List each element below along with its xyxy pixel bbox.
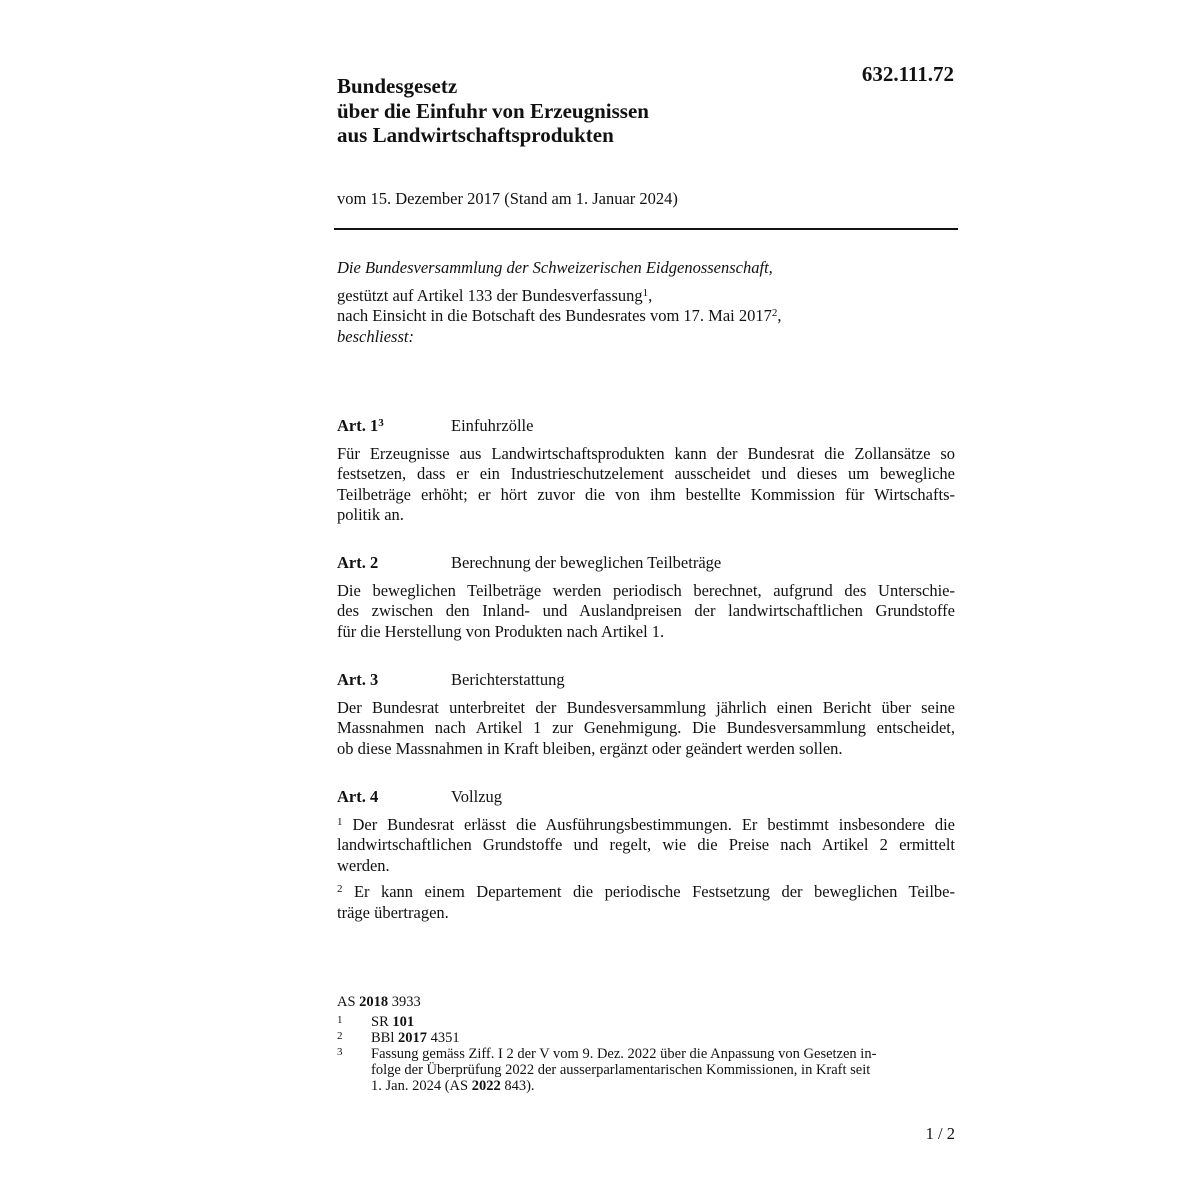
- text-line: festsetzen, dass er ein Industrieschutzelement ausscheidet und dieses um bewegliche: [337, 464, 955, 484]
- article-number-text: Art. 1: [337, 416, 379, 435]
- paragraph-number: 1: [337, 815, 343, 828]
- article-paragraph: [337, 698, 955, 760]
- article-3: [337, 670, 955, 765]
- footnote-ref[interactable]: 1: [642, 286, 649, 299]
- footnote-text: [371, 1014, 957, 1030]
- footnote-prefix: BBl: [371, 1030, 398, 1046]
- article-title: Einfuhrzölle: [451, 416, 534, 435]
- text-line: Massnahmen nach Artikel 1 zur Genehmigung. Die Bundesversammlung entscheidet,: [337, 718, 955, 738]
- footnote-mark: 1: [337, 1014, 343, 1026]
- article-paragraph: [337, 882, 955, 923]
- article-title: Berechnung der beweglichen Teilbeträge: [451, 553, 722, 572]
- footnote-prefix: 1. Jan. 2024 (AS: [371, 1078, 472, 1094]
- article-4: [337, 787, 955, 930]
- page-number: 1 / 2: [925, 1124, 955, 1143]
- footnote-source: [337, 994, 957, 1010]
- footnote-suffix: 843).: [500, 1078, 535, 1094]
- footnote-text: [371, 1046, 957, 1094]
- preamble-basis: [337, 286, 957, 307]
- article-number: Art. 2: [337, 553, 379, 572]
- title-line: über die Einfuhr von Erzeugnissen: [337, 98, 649, 123]
- article-paragraph: [337, 444, 955, 526]
- title-line: Bundesgesetz: [337, 74, 458, 98]
- article-number: Art. 3: [337, 670, 379, 689]
- footnote-ref[interactable]: 3: [378, 417, 384, 429]
- text-line-content: Der Bundesrat erlässt die Ausführungsbestimmungen. Er bestimmt insbesondere die: [342, 814, 955, 834]
- footnote-prefix: SR: [371, 1014, 393, 1030]
- text-line-content: Er kann einem Departement die periodische Festsetzung der beweglichen Teilbe-: [342, 882, 955, 902]
- text-line: werden.: [337, 855, 390, 875]
- preamble-basis-text: gestützt auf Artikel 133 der Bundesverfassung: [337, 285, 643, 305]
- preamble-message: [337, 306, 957, 327]
- preamble-message-text: nach Einsicht in die Botschaft des Bundesrates vom 17. Mai 2017: [337, 306, 772, 325]
- source-year: 2018: [359, 994, 389, 1010]
- source-prefix: AS: [337, 994, 360, 1010]
- preamble: [337, 258, 957, 347]
- article-number: Art. 4: [337, 787, 379, 806]
- text-line: landwirtschaftlichen Grundstoffe und regelt, wie die Preise nach Artikel 2 ermittelt: [337, 835, 955, 855]
- footnote-ref[interactable]: 2: [771, 307, 778, 319]
- article-heading: [337, 553, 955, 574]
- title-line: aus Landwirtschaftsprodukten: [337, 123, 614, 147]
- text-line: für die Herstellung von Produkten nach Artikel 1.: [337, 621, 665, 641]
- sr-number: 632.111.72: [861, 62, 954, 86]
- law-title: [337, 74, 817, 148]
- article-title: Vollzug: [451, 787, 503, 806]
- preamble-intro: Die Bundesversammlung der Schweizerischen Eidgenossenschaft,: [337, 258, 773, 277]
- article-title: Berichterstattung: [451, 670, 565, 689]
- text-line: politik an.: [337, 505, 404, 525]
- article-paragraph: [337, 815, 955, 877]
- text-line: Die beweglichen Teilbeträge werden periodisch berechnet, aufgrund des Unterschie-: [337, 580, 955, 600]
- preamble-basis-end: ,: [648, 285, 653, 305]
- preamble-decides: beschliesst:: [337, 326, 414, 346]
- text-line: Für Erzeugnisse aus Landwirtschaftsprodukten kann der Bundesrat die Zollansätze so: [337, 443, 955, 463]
- footnote-line: Fassung gemäss Ziff. I 2 der V vom 9. Dez. 2022 über die Anpassung von Gesetzen in-: [371, 1046, 877, 1062]
- text-line: [337, 815, 955, 836]
- footnote-bold: 101: [392, 1014, 415, 1030]
- article-1: [337, 416, 955, 532]
- text-line: Der Bundesrat unterbreitet der Bundesversammlung jährlich einen Bericht über seine: [337, 697, 955, 717]
- date-line: vom 15. Dezember 2017 (Stand am 1. Januar 2024): [337, 189, 678, 208]
- article-heading: [337, 416, 955, 437]
- paragraph-number: 2: [337, 883, 343, 896]
- footnote-line: [371, 1078, 957, 1094]
- footnote-bold: 2017: [398, 1030, 427, 1046]
- footnote-mark: 2: [337, 1030, 343, 1042]
- footnote-suffix: 4351: [427, 1030, 460, 1046]
- footnote-bold: 2022: [471, 1078, 501, 1094]
- footnote-item: [337, 1030, 957, 1046]
- article-number: [337, 416, 451, 437]
- article-2: [337, 553, 955, 648]
- text-line: des zwischen den Inland- und Auslandpreisen der landwirtschaftlichen Grundstoffe: [337, 601, 955, 621]
- footnote-item: [337, 1014, 957, 1030]
- footnote-mark: 3: [337, 1046, 343, 1058]
- text-line: [337, 882, 955, 903]
- preamble-message-end: ,: [777, 306, 782, 325]
- footnote-line: folge der Überprüfung 2022 der ausserparlamentarischen Kommissionen, in Kraft seit: [371, 1062, 871, 1078]
- source-page: 3933: [388, 994, 421, 1010]
- article-heading: [337, 670, 955, 691]
- footnotes: [337, 994, 957, 1094]
- footnote-text: [371, 1030, 957, 1046]
- article-heading: [337, 787, 955, 808]
- text-line: Teilbeträge erhöht; er hört zuvor die von ihm bestellte Kommission für Wirtschafts-: [337, 484, 955, 504]
- footnote-item: [337, 1046, 957, 1094]
- text-line: ob diese Massnahmen in Kraft bleiben, ergänzt oder geändert werden sollen.: [337, 738, 843, 758]
- text-line: träge übertragen.: [337, 902, 449, 922]
- title-divider: [334, 228, 958, 230]
- article-paragraph: [337, 581, 955, 643]
